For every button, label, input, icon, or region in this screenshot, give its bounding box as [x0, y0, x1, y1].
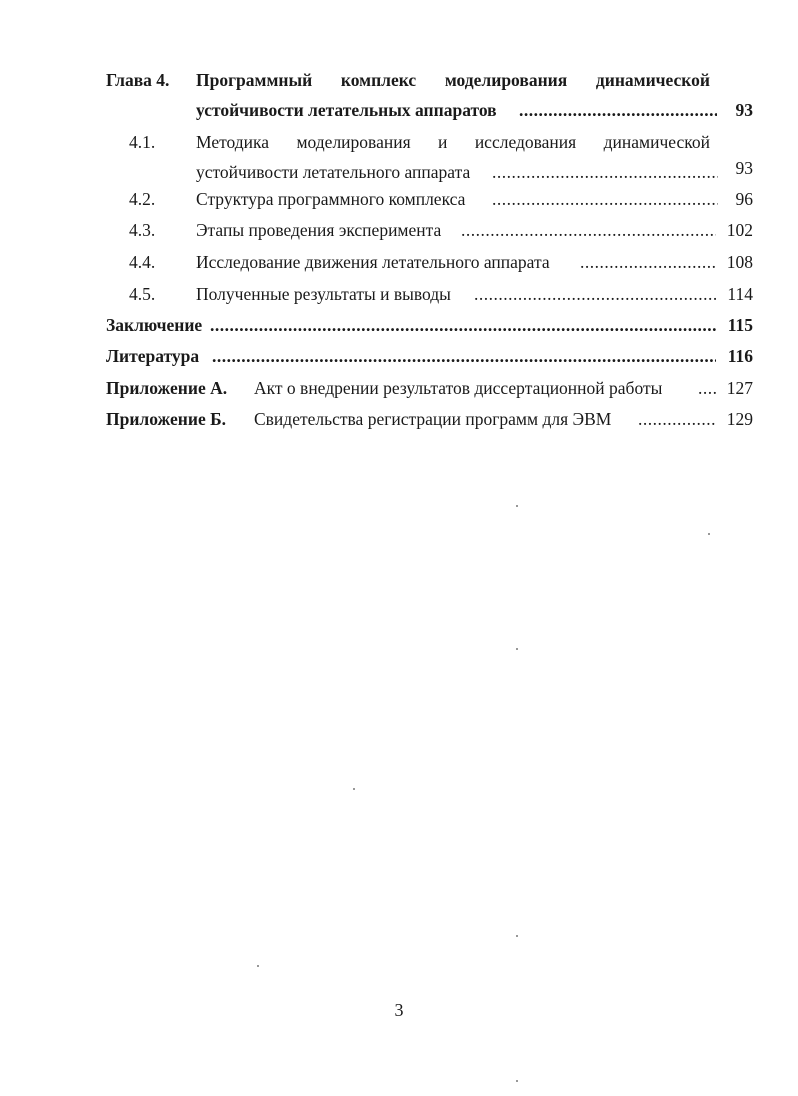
section-title-word: исследования	[474, 132, 577, 152]
chapter-label: Глава 4.	[106, 70, 170, 90]
scan-speck	[516, 935, 518, 937]
section-number: 4.3.	[129, 220, 156, 240]
scan-speck	[257, 965, 259, 967]
section-number: 4.2.	[129, 189, 156, 209]
section-title: Этапы проведения эксперимента	[196, 220, 442, 240]
scan-speck	[516, 648, 518, 650]
section-title-word: динамической	[603, 132, 710, 152]
appendix-a-label: Приложение А.	[106, 378, 228, 398]
section-page: 108	[726, 252, 753, 272]
scan-speck	[516, 505, 518, 507]
chapter-title-word: Программный	[196, 70, 313, 90]
chapter-title-word: динамической	[595, 70, 710, 90]
chapter-title-word: комплекс	[340, 70, 417, 90]
appendix-b-label: Приложение Б.	[106, 409, 227, 429]
appendix-b-title: Свидетельства регистрации программ для ЭВМ	[254, 409, 612, 429]
scan-speck	[708, 533, 710, 535]
dot-leader	[461, 219, 716, 241]
section-title-word: моделирования	[296, 132, 411, 152]
section-title-word: Методика	[196, 132, 270, 152]
scan-speck	[353, 788, 355, 790]
dot-leader	[492, 161, 718, 183]
section-title: Полученные результаты и выводы	[196, 284, 451, 304]
chapter-title-word: моделирования	[444, 70, 568, 90]
conclusion-page: 115	[727, 315, 753, 335]
dot-leader	[474, 283, 716, 305]
section-title-word: и	[438, 132, 448, 152]
section-number: 4.4.	[129, 252, 156, 272]
page-number: 3	[394, 1000, 404, 1020]
section-title: Исследование движения летательного аппарата	[196, 252, 550, 272]
conclusion-title: Заключение	[106, 315, 203, 335]
literature-page: 116	[727, 346, 753, 366]
section-page: 96	[735, 189, 753, 209]
section-page: 102	[726, 220, 753, 240]
section-title: Структура программного комплекса	[196, 189, 466, 209]
scan-speck	[516, 1080, 518, 1082]
appendix-a-title: Акт о внедрении результатов диссертационной работы	[254, 378, 663, 398]
literature-title: Литература	[106, 346, 200, 366]
section-title-line2: устойчивости летательного аппарата	[196, 162, 471, 182]
dot-leader	[492, 188, 718, 210]
section-number: 4.5.	[129, 284, 156, 304]
appendix-a-page: 127	[726, 378, 753, 398]
dot-leader	[210, 314, 716, 336]
dot-leader	[519, 99, 717, 121]
chapter-title-line2: устойчивости летательных аппаратов	[196, 100, 497, 120]
section-number: 4.1.	[129, 132, 156, 152]
section-title-line1	[196, 131, 710, 153]
chapter-page: 93	[735, 100, 753, 120]
chapter-title-line1	[196, 69, 710, 91]
section-page: 93	[735, 158, 753, 178]
appendix-b-page: 129	[726, 409, 753, 429]
section-page: 114	[727, 284, 753, 304]
dot-leader	[580, 251, 716, 273]
dot-leader	[212, 345, 716, 367]
